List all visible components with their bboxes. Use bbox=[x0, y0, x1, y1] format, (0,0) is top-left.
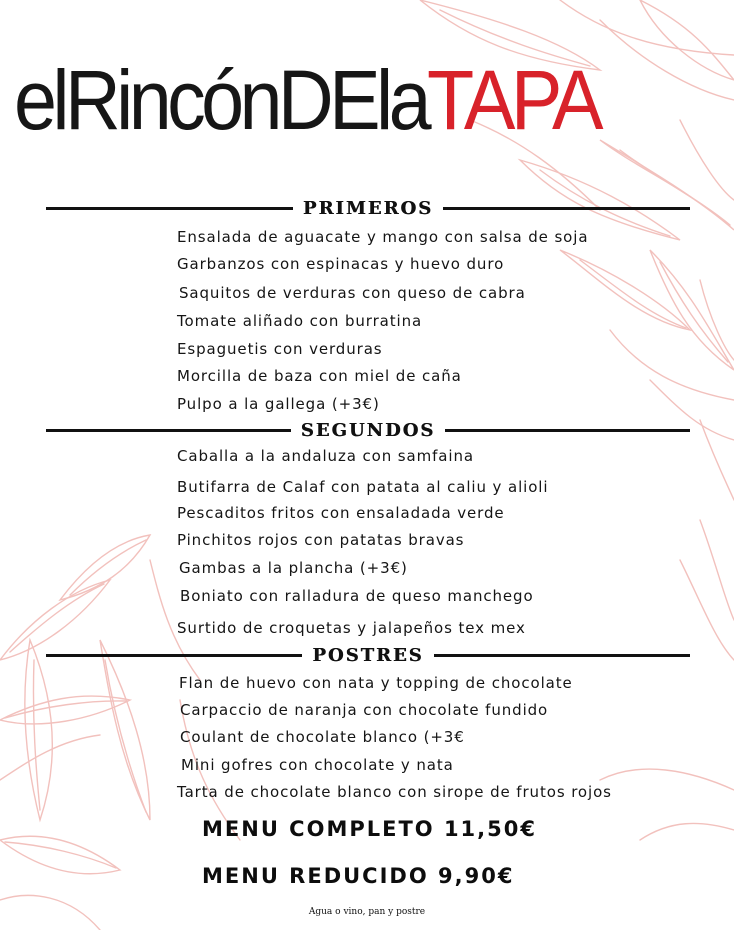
menu-item: Mini gofres con chocolate y nata bbox=[181, 756, 454, 774]
menu-item: Pinchitos rojos con patatas bravas bbox=[177, 531, 465, 549]
price-menu-completo: MENU COMPLETO 11,50€ bbox=[202, 817, 537, 841]
restaurant-logo bbox=[14, 53, 599, 147]
section-header-primeros bbox=[46, 196, 690, 220]
menu-item: Surtido de croquetas y jalapeños tex mex bbox=[177, 619, 526, 637]
divider-line bbox=[46, 654, 302, 657]
menu-includes-note: Agua o vino, pan y postre bbox=[308, 907, 426, 917]
divider-line bbox=[443, 207, 690, 210]
menu-item: Pulpo a la gallega (+3€) bbox=[177, 395, 380, 413]
logo-text-red: TAPA bbox=[427, 53, 599, 147]
section-title: POSTRES bbox=[312, 644, 424, 666]
menu-item: Morcilla de baza con miel de caña bbox=[177, 367, 462, 385]
divider-line bbox=[434, 654, 690, 657]
divider-line bbox=[445, 429, 690, 432]
menu-item: Carpaccio de naranja con chocolate fundido bbox=[180, 701, 549, 719]
menu-item: Pescaditos fritos con ensaladada verde bbox=[177, 504, 505, 522]
section-header-postres bbox=[46, 643, 690, 667]
menu-item: Tarta de chocolate blanco con sirope de frutos rojos bbox=[177, 783, 612, 801]
section-title: SEGUNDOS bbox=[300, 419, 436, 441]
section-header-segundos bbox=[46, 418, 690, 442]
section-title: PRIMEROS bbox=[302, 197, 434, 219]
divider-line bbox=[46, 207, 293, 210]
menu-item: Butifarra de Calaf con patata al caliu y alioli bbox=[177, 478, 549, 496]
price-menu-reducido: MENU REDUCIDO 9,90€ bbox=[202, 864, 515, 888]
menu-item: Saquitos de verduras con queso de cabra bbox=[179, 284, 526, 302]
menu-item: Espaguetis con verduras bbox=[177, 340, 383, 358]
menu-item: Caballa a la andaluza con samfaina bbox=[177, 447, 474, 465]
menu-item: Coulant de chocolate blanco (+3€ bbox=[180, 728, 465, 746]
menu-item: Ensalada de aguacate y mango con salsa de soja bbox=[177, 228, 589, 246]
menu-item: Gambas a la plancha (+3€) bbox=[179, 559, 408, 577]
menu-item: Boniato con ralladura de queso manchego bbox=[180, 587, 534, 605]
menu-item: Tomate aliñado con burratina bbox=[177, 312, 423, 330]
logo-text-dark: elRincónDEla bbox=[14, 53, 428, 147]
menu-item: Garbanzos con espinacas y huevo duro bbox=[177, 255, 505, 273]
menu-item: Flan de huevo con nata y topping de chocolate bbox=[179, 674, 573, 692]
divider-line bbox=[46, 429, 291, 432]
